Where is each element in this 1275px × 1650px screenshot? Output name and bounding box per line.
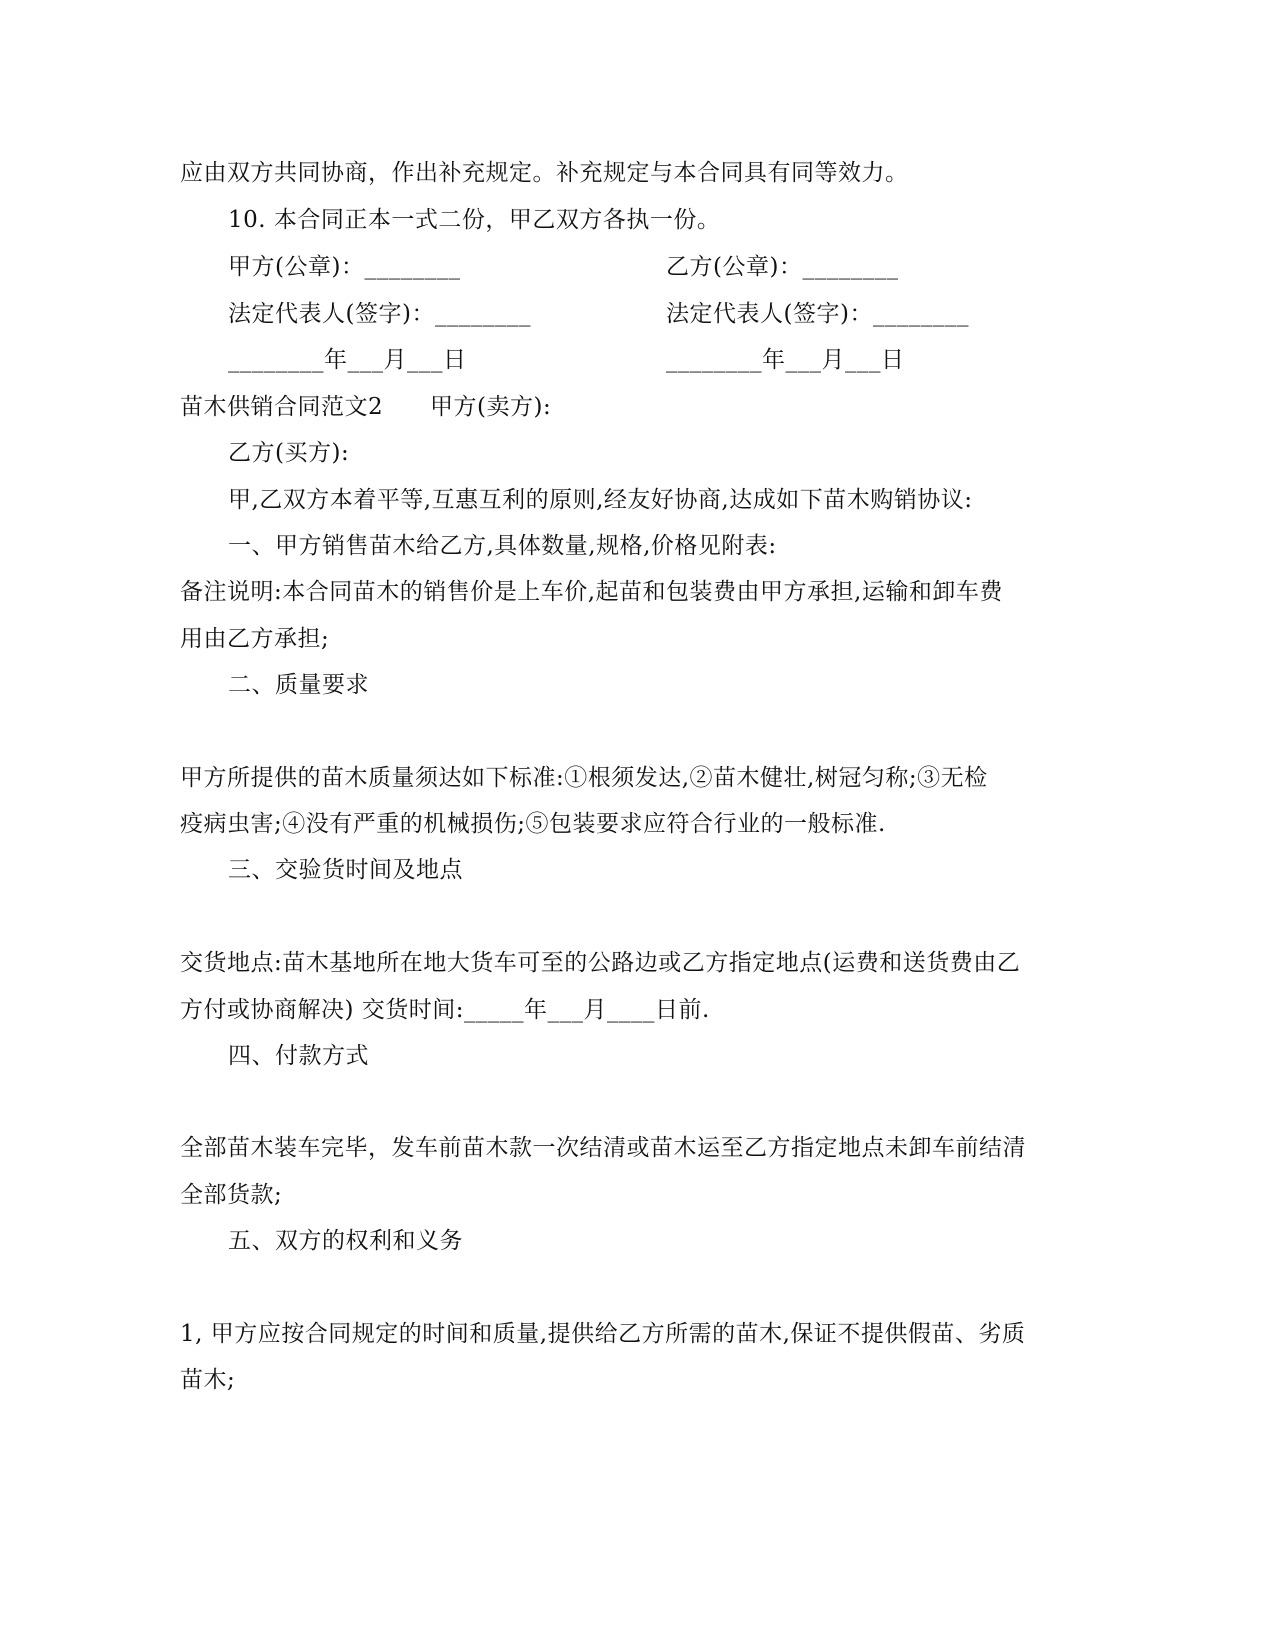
quality-line-2: 疫病虫害;④没有严重的机械损伤;⑤包装要求应符合行业的一般标准. [180,811,886,837]
continuation-line: 应由双方共同协商，作出补充规定。补充规定与本合同具有同等效力。 [180,160,909,186]
party-a-seller-label: 甲方(卖方): [430,394,552,420]
section-5-heading: 五、双方的权利和义务 [228,1228,463,1254]
party-a-seal-field: 甲方(公章)：________ [228,254,461,280]
payment-line-1: 全部苗木装车完毕，发车前苗木款一次结清或苗木运至乙方指定地点未卸车前结清 [180,1135,1026,1161]
party-b-buyer-label: 乙方(买方): [228,440,350,466]
clause-10: 10. 本合同正本一式二份，甲乙双方各执一份。 [228,207,721,233]
agreement-intro: 甲,乙双方本着平等,互惠互利的原则,经友好协商,达成如下苗木购销协议: [228,487,973,513]
obligation-1-line-2: 苗木; [180,1367,236,1393]
quality-line-1: 甲方所提供的苗木质量须达如下标准:①根须发达,②苗木健壮,树冠匀称;③无检 [180,765,988,791]
delivery-line-2: 方付或协商解决) 交货时间:_____年___月____日前. [180,997,710,1023]
section-4-heading: 四、付款方式 [228,1043,369,1069]
remark-line-1: 备注说明:本合同苗木的销售价是上车价,起苗和包装费由甲方承担,运输和卸车费 [180,579,1003,605]
section-3-heading: 三、交验货时间及地点 [228,857,463,883]
section-1-heading: 一、甲方销售苗木给乙方,具体数量,规格,价格见附表: [228,533,777,559]
sample2-title: 苗木供销合同范文2 [180,394,384,420]
payment-line-2: 全部货款; [180,1182,283,1208]
remark-line-2: 用由乙方承担; [180,626,330,652]
obligation-1-line-1: 1, 甲方应按合同规定的时间和质量,提供给乙方所需的苗木,保证不提供假苗、劣质 [180,1321,1026,1347]
party-a-representative-field: 法定代表人(签字)：________ [228,301,531,327]
party-b-date-field: ________年___月___日 [666,347,905,373]
section-2-heading: 二、质量要求 [228,672,369,698]
party-b-representative-field: 法定代表人(签字)：________ [666,301,969,327]
delivery-line-1: 交货地点:苗木基地所在地大货车可至的公路边或乙方指定地点(运费和送货费由乙 [180,950,1021,976]
party-b-seal-field: 乙方(公章)：________ [666,254,899,280]
party-a-date-field: ________年___月___日 [228,347,467,373]
